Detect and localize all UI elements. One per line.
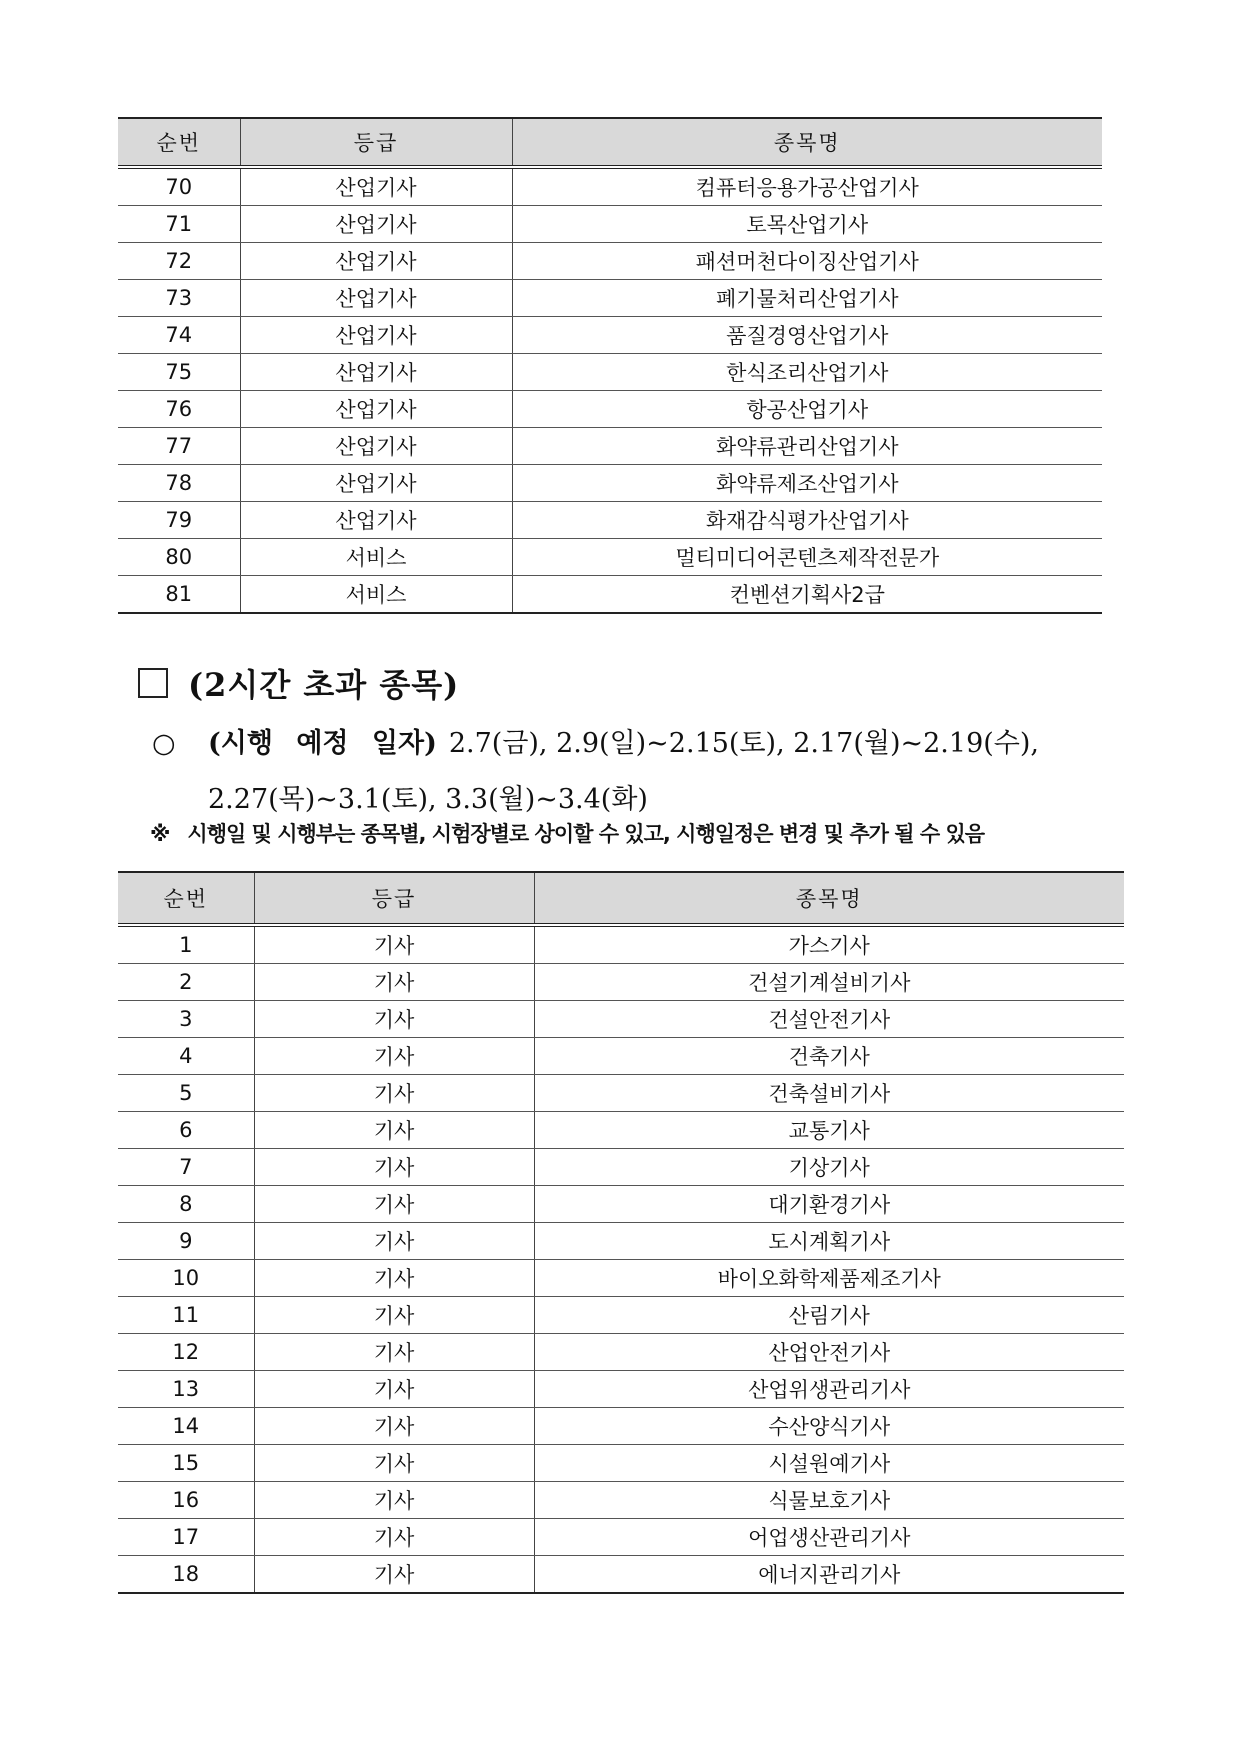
cell-number: 14 (118, 1408, 254, 1445)
table-row (118, 1408, 1124, 1445)
cell-number: 11 (118, 1297, 254, 1334)
cell-number: 16 (118, 1482, 254, 1519)
cell-subject: 산업위생관리기사 (534, 1371, 1124, 1408)
column-header-subject: 종목명 (534, 872, 1124, 925)
table-row (118, 1297, 1124, 1334)
cell-grade: 기사 (254, 1001, 534, 1038)
table-row (118, 964, 1124, 1001)
table-row (118, 576, 1102, 614)
cell-number: 17 (118, 1519, 254, 1556)
table-row (118, 1149, 1124, 1186)
cell-number: 7 (118, 1149, 254, 1186)
cell-grade: 기사 (254, 1482, 534, 1519)
cell-number: 12 (118, 1334, 254, 1371)
table-row (118, 243, 1102, 280)
table-row (118, 1482, 1124, 1519)
cell-subject: 대기환경기사 (534, 1186, 1124, 1223)
table-row (118, 1445, 1124, 1482)
table-row (118, 1334, 1124, 1371)
cell-subject: 에너지관리기사 (534, 1556, 1124, 1594)
table-row (118, 206, 1102, 243)
cell-grade: 산업기사 (240, 206, 512, 243)
cell-subject: 패션머천다이징산업기사 (512, 243, 1102, 280)
cell-number: 18 (118, 1556, 254, 1594)
table-row (118, 502, 1102, 539)
schedule-dates-line2: 2.27(목)~3.1(토), 3.3(월)~3.4(화) (208, 784, 648, 815)
cell-grade: 산업기사 (240, 354, 512, 391)
note-text: 시행일 및 시행부는 종목별, 시험장별로 상이할 수 있고, 시행일정은 변경 및 추가 될 수 있음 (187, 822, 985, 846)
column-header-subject: 종목명 (512, 118, 1102, 167)
cell-grade: 기사 (254, 1556, 534, 1594)
cell-grade: 기사 (254, 964, 534, 1001)
reference-mark-icon: ※ (150, 822, 170, 846)
column-header-number: 순번 (118, 872, 254, 925)
cell-grade: 기사 (254, 925, 534, 964)
cell-subject: 도시계획기사 (534, 1223, 1124, 1260)
cell-subject: 식물보호기사 (534, 1482, 1124, 1519)
cell-grade: 기사 (254, 1038, 534, 1075)
cell-subject: 화약류제조산업기사 (512, 465, 1102, 502)
column-header-grade: 등급 (254, 872, 534, 925)
cell-number: 71 (118, 206, 240, 243)
cell-subject: 폐기물처리산업기사 (512, 280, 1102, 317)
exam-list-table-continued (118, 117, 1102, 614)
table-row (118, 1001, 1124, 1038)
cell-grade: 산업기사 (240, 465, 512, 502)
cell-grade: 기사 (254, 1408, 534, 1445)
table-row (118, 1519, 1124, 1556)
table-row (118, 280, 1102, 317)
cell-grade: 기사 (254, 1371, 534, 1408)
cell-number: 72 (118, 243, 240, 280)
cell-number: 1 (118, 925, 254, 964)
cell-subject: 항공산업기사 (512, 391, 1102, 428)
table-header-row (118, 118, 1102, 167)
cell-number: 2 (118, 964, 254, 1001)
cell-subject: 한식조리산업기사 (512, 354, 1102, 391)
cell-subject: 화약류관리산업기사 (512, 428, 1102, 465)
table-row (118, 1112, 1124, 1149)
cell-grade: 산업기사 (240, 502, 512, 539)
cell-subject: 어업생산관리기사 (534, 1519, 1124, 1556)
cell-number: 70 (118, 167, 240, 206)
cell-grade: 산업기사 (240, 317, 512, 354)
cell-grade: 기사 (254, 1075, 534, 1112)
cell-subject: 건설기계설비기사 (534, 964, 1124, 1001)
cell-grade: 기사 (254, 1149, 534, 1186)
table-row (118, 539, 1102, 576)
table-row (118, 317, 1102, 354)
cell-number: 3 (118, 1001, 254, 1038)
cell-subject: 시설원예기사 (534, 1445, 1124, 1482)
cell-number: 8 (118, 1186, 254, 1223)
cell-subject: 가스기사 (534, 925, 1124, 964)
cell-number: 13 (118, 1371, 254, 1408)
cell-number: 74 (118, 317, 240, 354)
table-row (118, 1186, 1124, 1223)
cell-grade: 기사 (254, 1297, 534, 1334)
table-row (118, 354, 1102, 391)
cell-grade: 기사 (254, 1334, 534, 1371)
table-row (118, 1556, 1124, 1594)
cell-number: 9 (118, 1223, 254, 1260)
cell-grade: 기사 (254, 1519, 534, 1556)
table-row (118, 391, 1102, 428)
cell-number: 75 (118, 354, 240, 391)
table-row (118, 1075, 1124, 1112)
table-row (118, 1038, 1124, 1075)
cell-number: 76 (118, 391, 240, 428)
table-row (118, 465, 1102, 502)
cell-subject: 품질경영산업기사 (512, 317, 1102, 354)
section-title-text: (2시간 초과 종목) (188, 666, 460, 704)
cell-subject: 바이오화학제품제조기사 (534, 1260, 1124, 1297)
section-heading (138, 660, 459, 706)
cell-subject: 산업안전기사 (534, 1334, 1124, 1371)
exam-list-table-over-2h (118, 871, 1124, 1594)
cell-subject: 산림기사 (534, 1297, 1124, 1334)
cell-subject: 기상기사 (534, 1149, 1124, 1186)
exam-schedule (152, 716, 1132, 828)
checkbox-square-icon (138, 668, 168, 698)
cell-grade: 산업기사 (240, 391, 512, 428)
cell-subject: 건축설비기사 (534, 1075, 1124, 1112)
column-header-grade: 등급 (240, 118, 512, 167)
cell-grade: 기사 (254, 1223, 534, 1260)
table-row (118, 1260, 1124, 1297)
cell-number: 10 (118, 1260, 254, 1297)
cell-subject: 교통기사 (534, 1112, 1124, 1149)
cell-number: 6 (118, 1112, 254, 1149)
cell-subject: 멀티미디어콘텐츠제작전문가 (512, 539, 1102, 576)
table-row (118, 167, 1102, 206)
cell-number: 81 (118, 576, 240, 614)
cell-grade: 서비스 (240, 576, 512, 614)
column-header-number: 순번 (118, 118, 240, 167)
cell-grade: 기사 (254, 1260, 534, 1297)
table-row (118, 428, 1102, 465)
cell-grade: 기사 (254, 1445, 534, 1482)
cell-number: 15 (118, 1445, 254, 1482)
cell-number: 5 (118, 1075, 254, 1112)
cell-grade: 서비스 (240, 539, 512, 576)
cell-subject: 토목산업기사 (512, 206, 1102, 243)
cell-subject: 건축기사 (534, 1038, 1124, 1075)
cell-number: 4 (118, 1038, 254, 1075)
circle-bullet-icon: ○ (152, 728, 176, 759)
cell-subject: 화재감식평가산업기사 (512, 502, 1102, 539)
cell-subject: 건설안전기사 (534, 1001, 1124, 1038)
table-header-row (118, 872, 1124, 925)
table-row (118, 925, 1124, 964)
cell-number: 73 (118, 280, 240, 317)
cell-grade: 기사 (254, 1112, 534, 1149)
cell-number: 78 (118, 465, 240, 502)
table-row (118, 1371, 1124, 1408)
cell-grade: 산업기사 (240, 280, 512, 317)
cell-subject: 컨벤션기획사2급 (512, 576, 1102, 614)
schedule-note (150, 818, 984, 848)
schedule-label: (시행 예정 일자) (208, 728, 437, 759)
cell-number: 79 (118, 502, 240, 539)
cell-grade: 산업기사 (240, 428, 512, 465)
table-row (118, 1223, 1124, 1260)
cell-grade: 기사 (254, 1186, 534, 1223)
cell-subject: 컴퓨터응용가공산업기사 (512, 167, 1102, 206)
cell-number: 77 (118, 428, 240, 465)
schedule-dates-line1: 2.7(금), 2.9(일)~2.15(토), 2.17(월)~2.19(수), (448, 728, 1039, 759)
cell-grade: 산업기사 (240, 167, 512, 206)
cell-number: 80 (118, 539, 240, 576)
cell-grade: 산업기사 (240, 243, 512, 280)
cell-subject: 수산양식기사 (534, 1408, 1124, 1445)
